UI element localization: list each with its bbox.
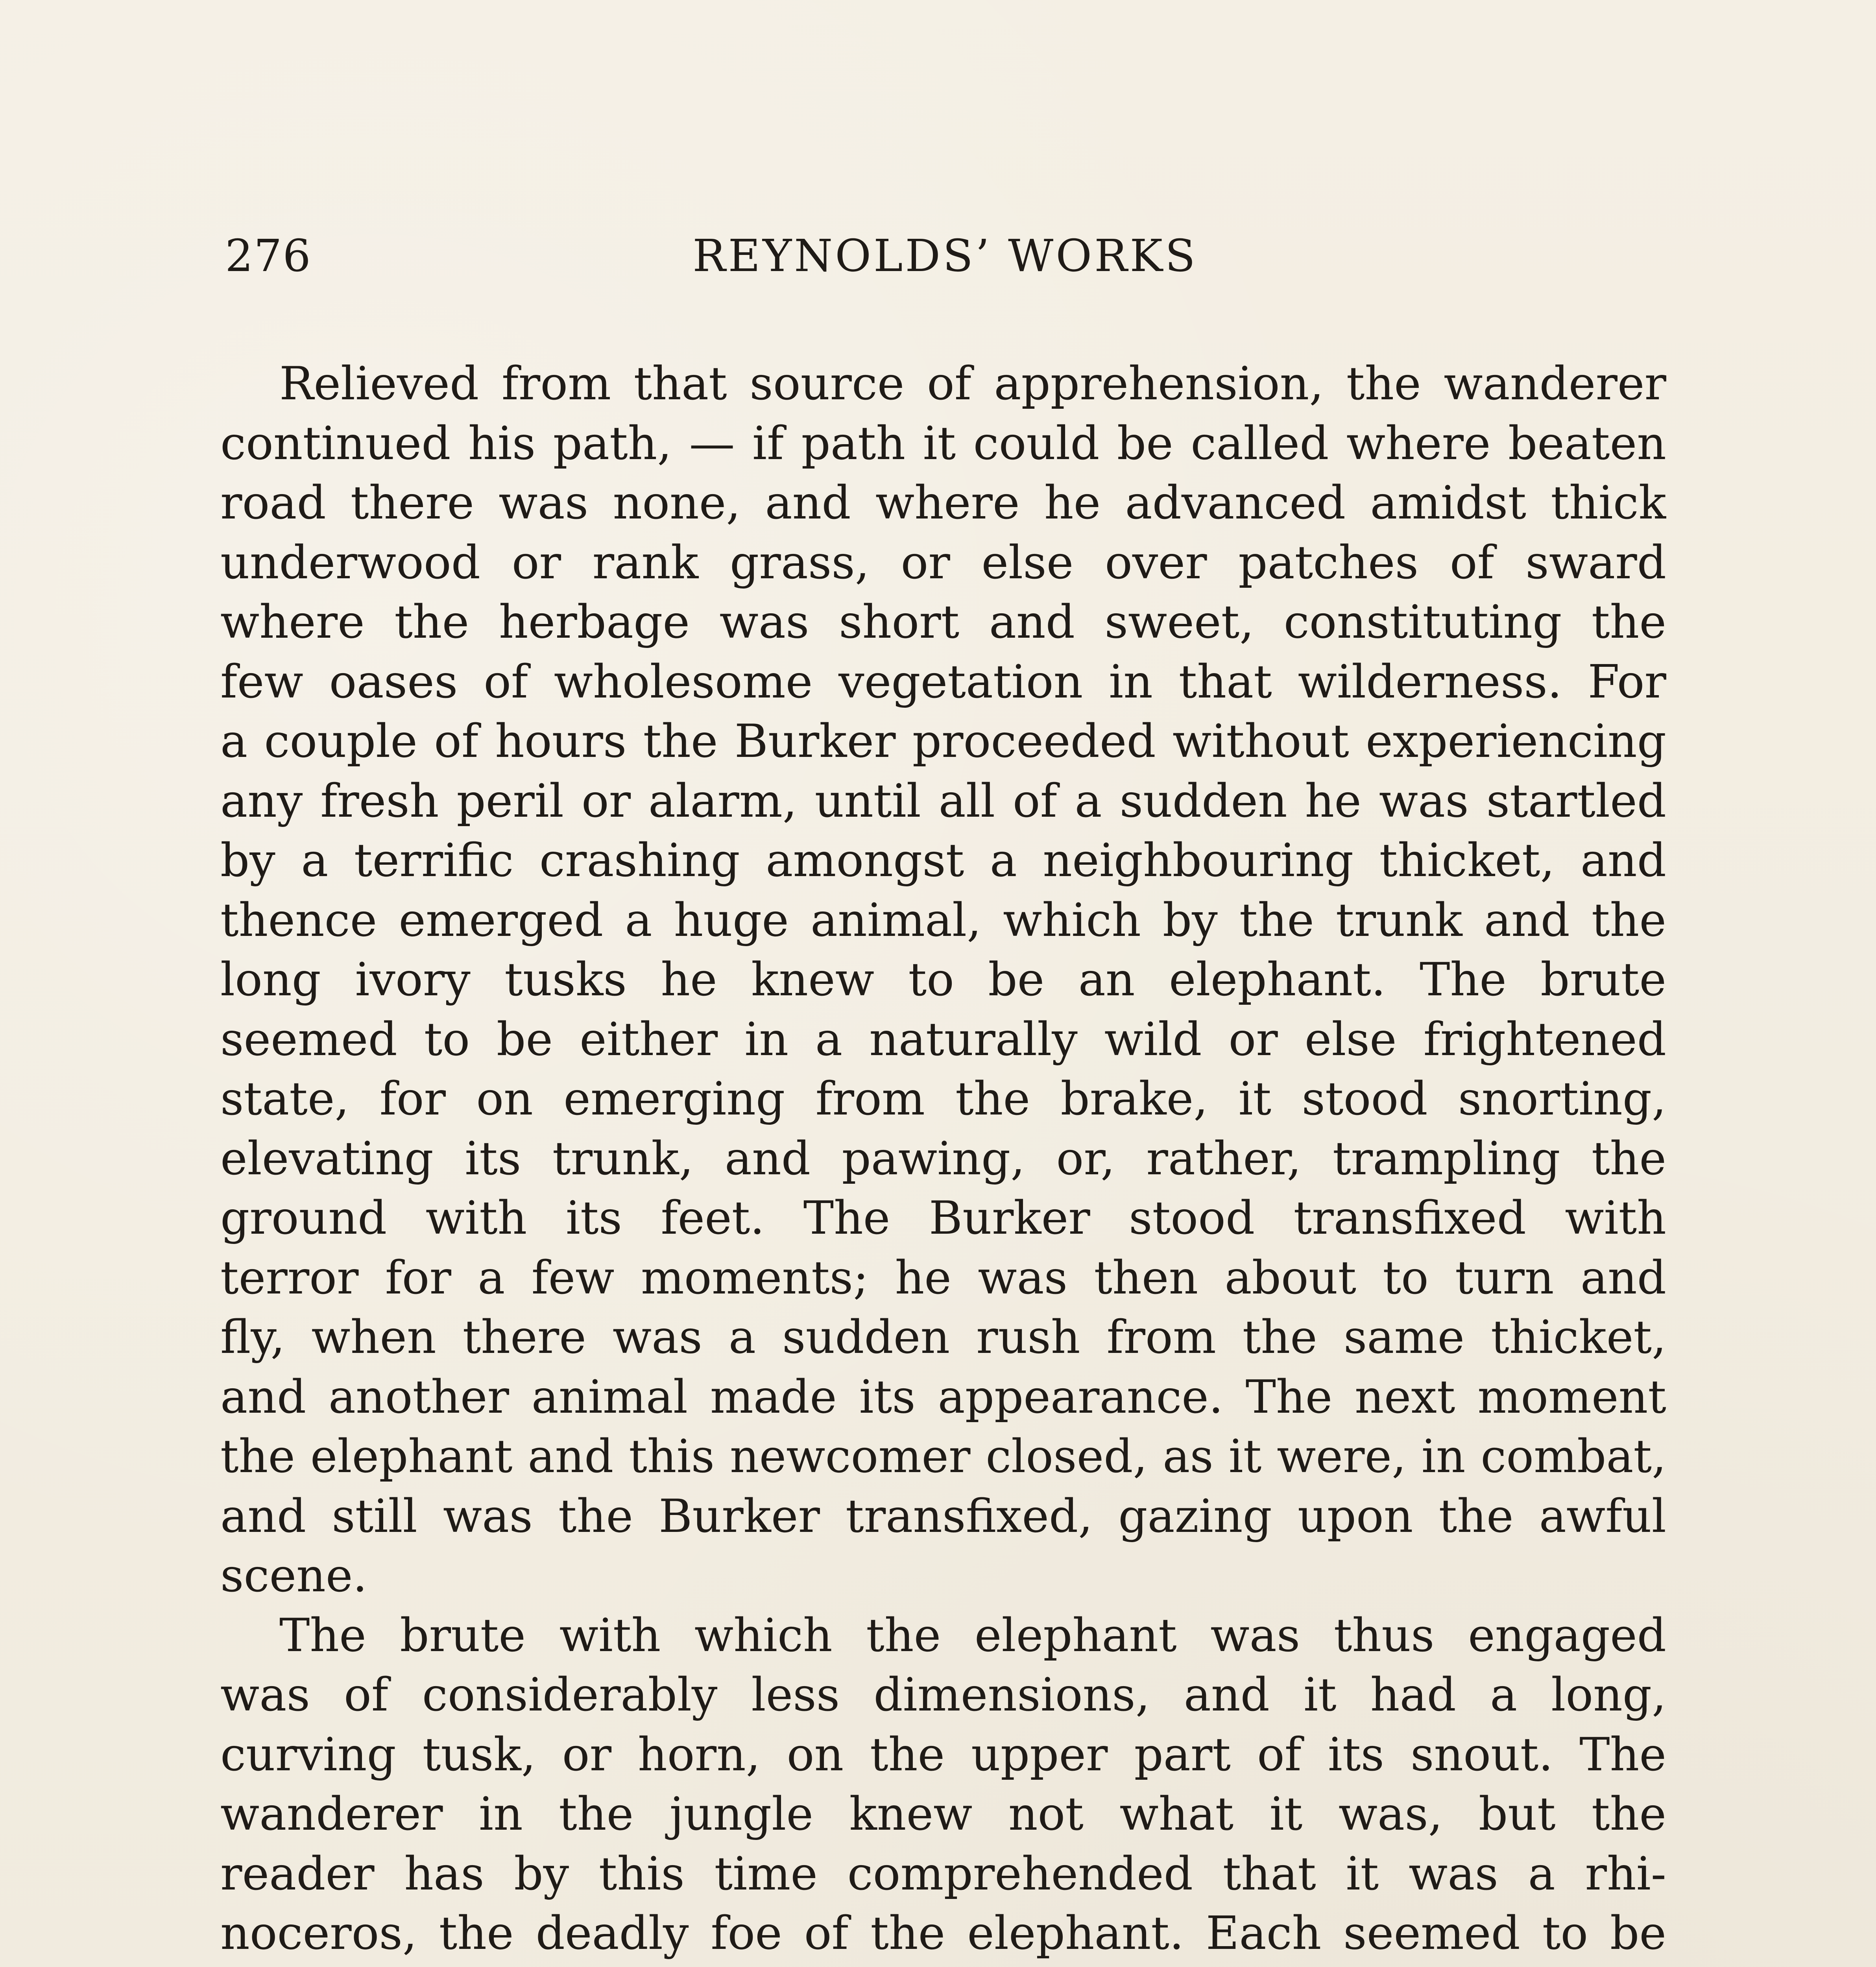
text-line: scene. — [220, 1549, 367, 1602]
page-header — [225, 231, 1665, 297]
text-line: long ivory tusks he knew to be an elephant. The brute — [220, 953, 1666, 1006]
text-line: The brute with which the elephant was thus engaged — [279, 1609, 1666, 1662]
text-line: seemed to be either in a naturally wild or else frightened — [220, 1013, 1666, 1066]
paragraph-2 — [220, 1606, 1666, 1967]
text-line: was of considerably less dimensions, and it had a long, — [220, 1668, 1666, 1722]
running-head: REYNOLDS’ WORKS — [692, 231, 1198, 282]
text-line: elevating its trunk, and pawing, or, rather, trampling the — [220, 1132, 1666, 1185]
text-line: noceros, the deadly foe of the elephant. Each seemed to be — [220, 1907, 1666, 1960]
text-line: curving tusk, or horn, on the upper part of its snout. The — [220, 1728, 1666, 1781]
text-line: ground with its feet. The Burker stood transfixed with — [220, 1192, 1666, 1245]
paragraph-1 — [220, 354, 1666, 1606]
text-line: state, for on emerging from the brake, it stood snorting, — [220, 1072, 1666, 1126]
text-line: terror for a few moments; he was then about to turn and — [220, 1251, 1666, 1305]
text-line — [220, 1963, 1666, 1967]
text-line: Relieved from that source of apprehension, the wanderer — [279, 357, 1666, 410]
text-line: a couple of hours the Burker proceeded without experiencing — [220, 715, 1666, 768]
text-line: few oases of wholesome vegetation in that wilderness. For — [220, 655, 1666, 709]
text-line: continued his path, — if path it could be called where beaten — [220, 417, 1666, 470]
text-line: any fresh peril or alarm, until all of a sudden he was startled — [220, 774, 1666, 828]
text-line: road there was none, and where he advanced amidst thick — [220, 476, 1666, 530]
text-line: and still was the Burker transfixed, gazing upon the awful — [220, 1489, 1666, 1543]
text-line: thence emerged a huge animal, which by the trunk and the — [220, 893, 1666, 947]
text-line: underwood or rank grass, or else over patches of sward — [220, 536, 1666, 589]
text-line: where the herbage was short and sweet, constituting the — [220, 596, 1666, 649]
text-line: by a terrific crashing amongst a neighbouring thicket, and — [220, 834, 1666, 887]
text-line: the elephant and this newcomer closed, as it were, in combat, — [220, 1430, 1666, 1483]
body-text — [220, 354, 1666, 1967]
text-line: wanderer in the jungle knew not what it was, but the — [220, 1788, 1666, 1841]
text-line: reader has by this time comprehended that it was a rhi- — [220, 1847, 1666, 1901]
text-line: and another animal made its appearance. The next moment — [220, 1370, 1666, 1424]
text-line: fly, when there was a sudden rush from the same thicket, — [220, 1311, 1666, 1364]
page-number: 276 — [225, 231, 312, 282]
